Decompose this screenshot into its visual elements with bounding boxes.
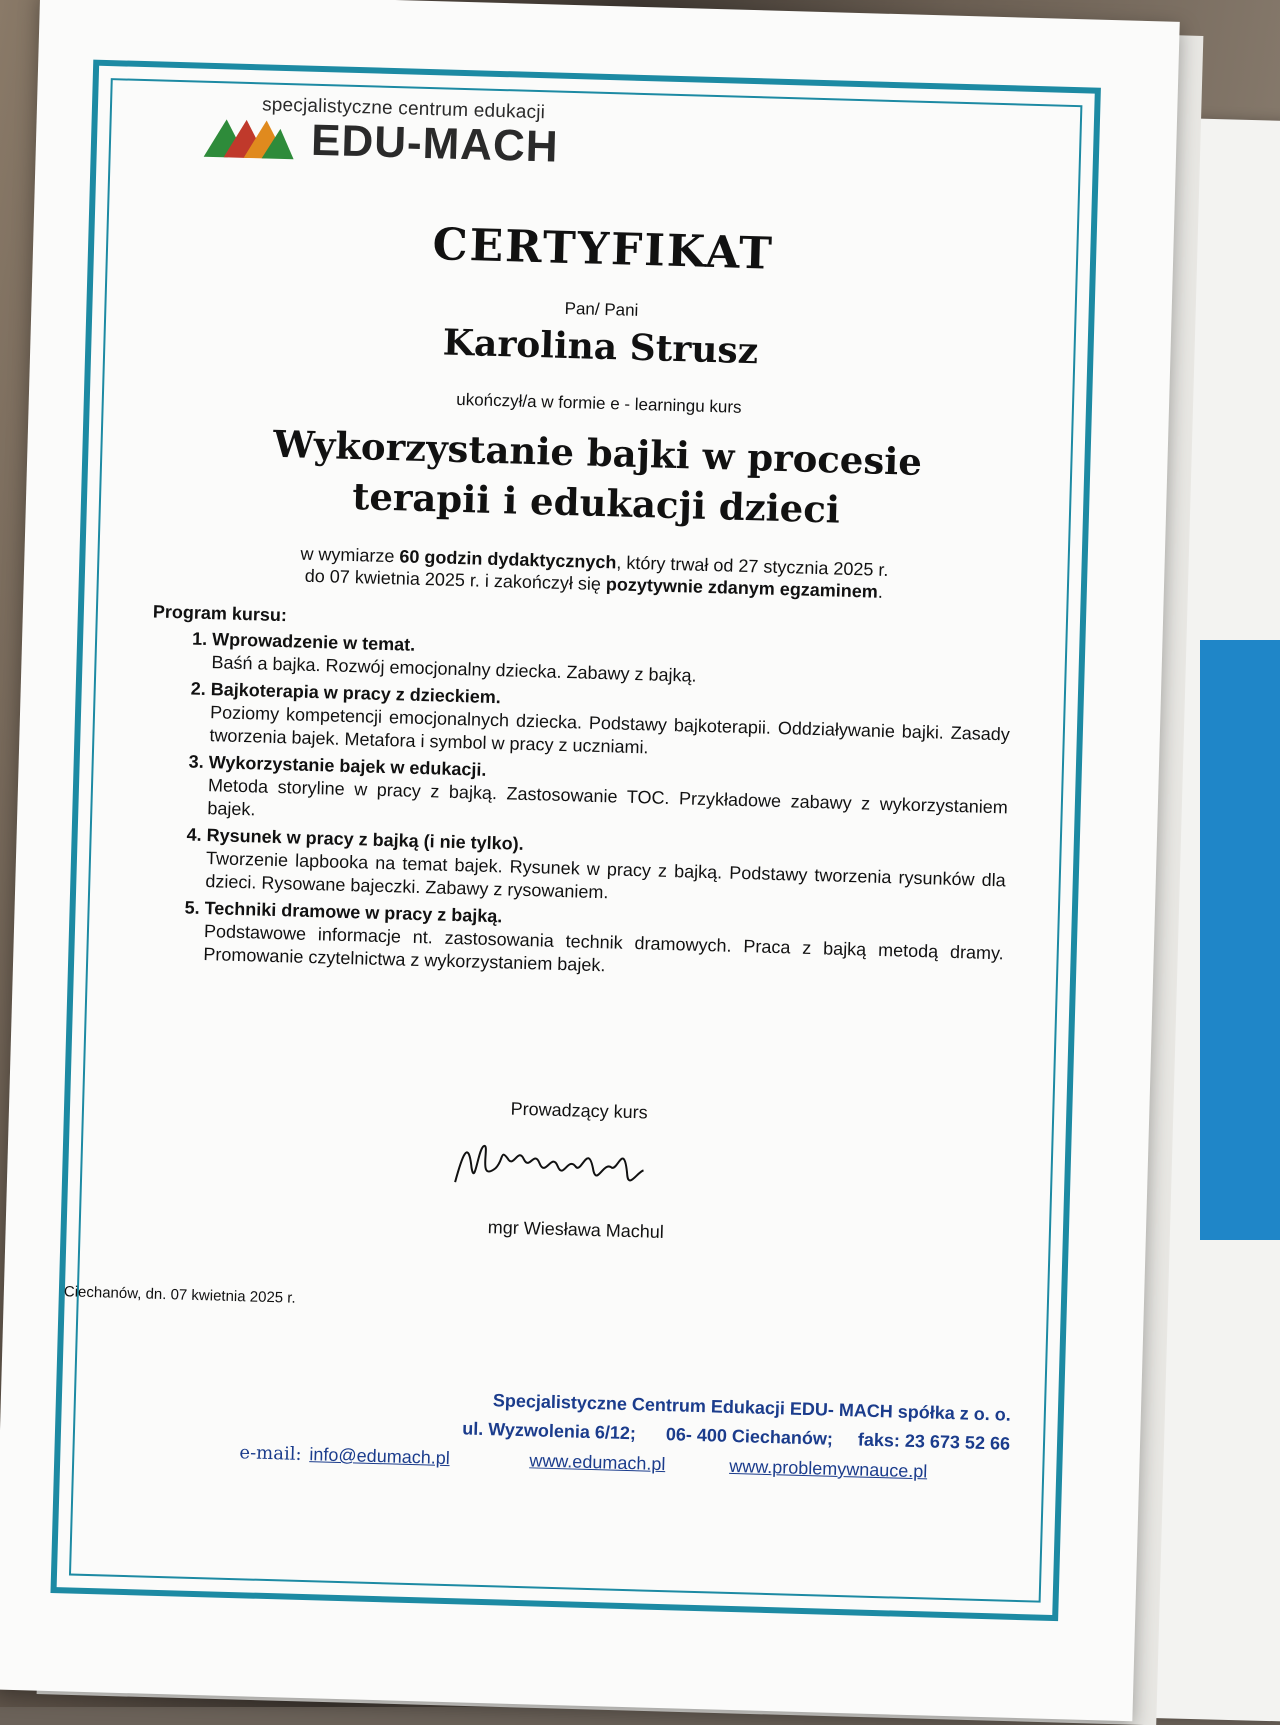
duration-hours: 60 godzin dydaktycznych xyxy=(399,546,617,573)
email-link[interactable]: info@edumach.pl xyxy=(309,1444,451,1469)
program-item-description: Poziomy kompetencji emocjonalnych dziecka. Podstawy bajkoterapii. Oddziaływanie bajki. Zasady tworzenia bajek. Metafora i symbol w pracy z uczniami. xyxy=(209,702,1011,758)
website-link-edumach[interactable]: www.edumach.pl xyxy=(529,1450,666,1475)
duration-period: . xyxy=(877,581,884,602)
edu-mach-logo-icon xyxy=(203,111,294,165)
certificate-title: CERTYFIKAT xyxy=(431,219,775,280)
completion-text: ukończył/a w formie e - learningu kurs xyxy=(456,389,742,417)
footer-address: ul. Wyzwolenia 6/12; 06- 400 Ciechanów; faks: 23 673 52 66 xyxy=(462,1418,1011,1454)
program-item-title: 5. Techniki dramowe w pracy z bajką. xyxy=(204,898,503,927)
email-label: e-mail: xyxy=(239,1442,302,1465)
program-item-title: 2. Bajkoterapia w pracy z dzieckiem. xyxy=(210,679,502,708)
logo-name: EDU-MACH xyxy=(310,115,560,172)
place-and-date: Ciechanów, dn. 07 kwietnia 2025 r. xyxy=(63,1283,296,1307)
footer-company: Specjalistyczne Centrum Edukacji EDU- MACH spółka z o. o. xyxy=(492,1390,1012,1425)
instructor-label: Prowadzący kurs xyxy=(510,1098,648,1123)
program-label: Program kursu: xyxy=(152,601,288,626)
program-item-title: 3. Wykorzystanie bajek w edukacji. xyxy=(208,752,487,780)
signature-image xyxy=(447,1127,649,1203)
duration-dates: , który trwał od 27 stycznia 2025 r. xyxy=(616,552,889,580)
exam-result: pozytywnie zdanym egzaminem xyxy=(605,574,879,602)
duration-prefix: w wymiarze xyxy=(300,543,400,567)
program-item-title: 1. Wprowadzenie w temat. xyxy=(211,629,416,655)
program-item-title: 4. Rysunek w pracy z bajką (i nie tylko). xyxy=(206,825,524,854)
program-list xyxy=(143,626,1012,988)
instructor-name: mgr Wiesława Machul xyxy=(487,1217,665,1242)
recipient-name: Karolina Strusz xyxy=(442,321,759,373)
background-blue-folder xyxy=(1200,640,1280,1240)
course-program xyxy=(143,601,1013,992)
duration-end-date: do 07 kwietnia 2025 r. i zakończył się xyxy=(304,565,607,595)
program-item-description: Tworzenie lapbooka na temat bajek. Rysunek w pracy z bajką. Podstawy tworzenia rysunków dla dzieci. Rysowane bajeczki. Zabawy z rysowaniem. xyxy=(205,848,1007,903)
program-item-description: Metoda storyline w pracy z bajką. Zastosowanie TOC. Przykładowe zabawy z wykorzystaniem bajek. xyxy=(207,775,1009,820)
course-title-line-1: Wykorzystanie bajki w procesie xyxy=(272,421,923,484)
website-link-problemywnauce[interactable]: www.problemywnauce.pl xyxy=(729,1455,928,1482)
logo-subtitle: specjalistyczne centrum edukacji xyxy=(261,94,546,124)
program-item-description: Podstawowe informacje nt. zastosowania technik dramowych. Praca z bajką metodą dramy. Promowanie czytelnictwa z wykorzystaniem bajek. xyxy=(203,921,1004,976)
course-title-line-2: terapii i edukacji dzieci xyxy=(351,474,841,532)
program-item-description: Baśń a bajka. Rozwój emocjonalny dziecka. Zabawy z bajką. xyxy=(211,652,697,686)
salutation: Pan/ Pani xyxy=(564,298,639,320)
